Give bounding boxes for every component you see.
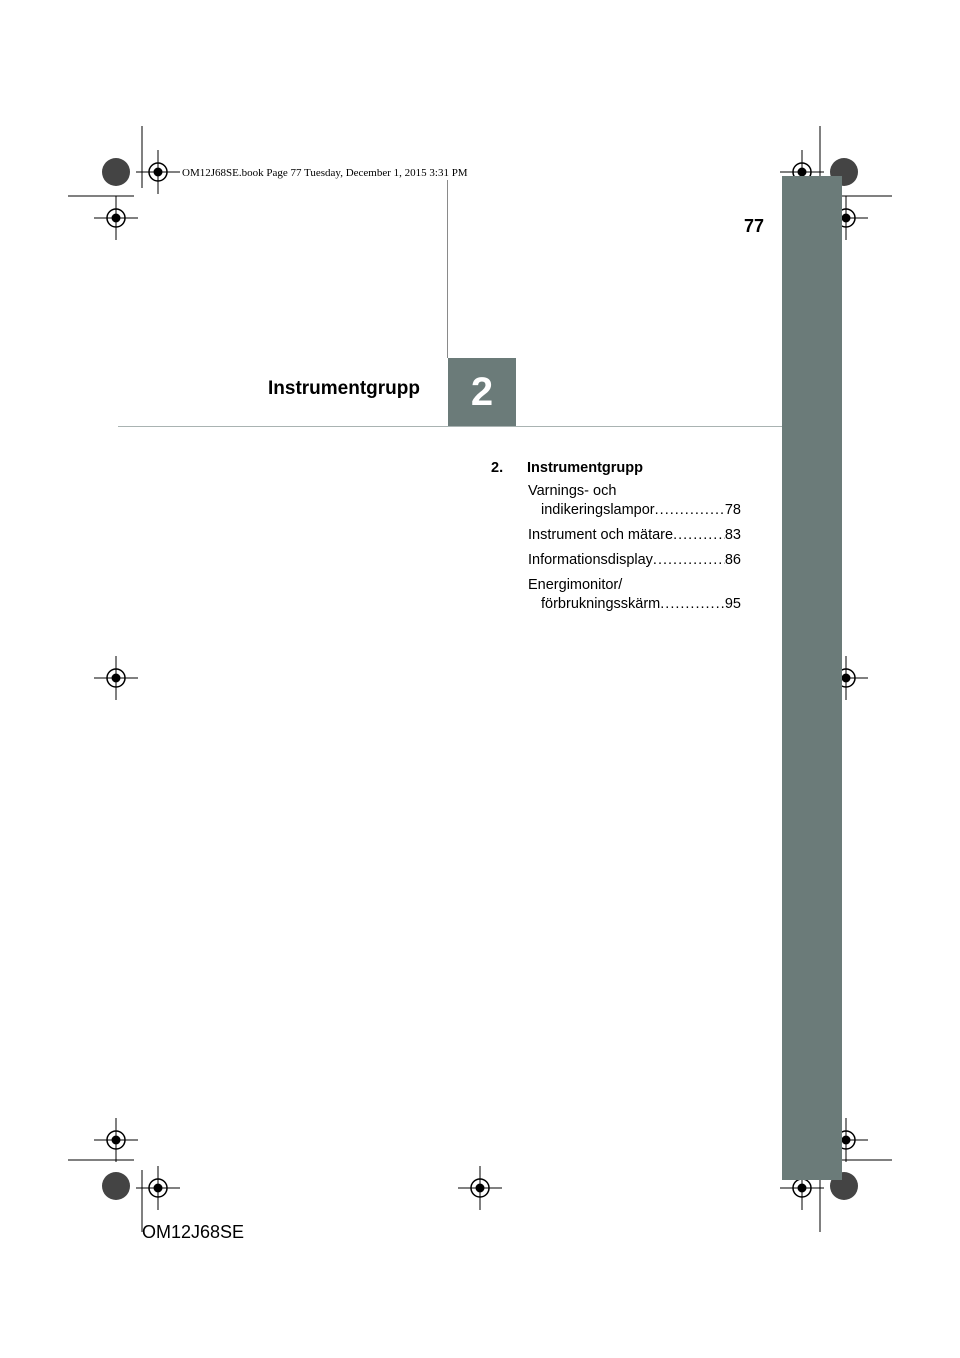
page-number: 77 bbox=[744, 216, 765, 236]
toc-entry-text: förbrukningsskärm bbox=[541, 596, 661, 612]
toc-entry[interactable] bbox=[528, 526, 741, 545]
toc-entry-text: Energimonitor/ bbox=[528, 577, 623, 593]
chapter-side-tab bbox=[782, 176, 842, 1180]
toc-entry-text: indikeringslampor bbox=[541, 502, 655, 518]
toc-section-heading bbox=[491, 460, 741, 476]
footer-code: OM12J68SE bbox=[142, 1222, 245, 1242]
toc-entry-page: 83 bbox=[724, 527, 741, 543]
toc-entry-text: Varnings- och bbox=[528, 483, 617, 499]
toc-entry-page: 86 bbox=[724, 552, 741, 568]
table-of-contents bbox=[491, 460, 741, 620]
toc-section-number: 2. bbox=[491, 460, 504, 476]
toc-entry[interactable] bbox=[528, 551, 741, 570]
toc-entry[interactable] bbox=[528, 482, 741, 520]
toc-entry[interactable] bbox=[528, 576, 741, 614]
toc-section-title: Instrumentgrupp bbox=[527, 460, 643, 476]
starburst-icon bbox=[102, 158, 858, 1200]
toc-leader bbox=[660, 595, 725, 614]
toc-leader bbox=[655, 501, 725, 520]
chapter-rule bbox=[118, 426, 782, 427]
toc-entry-text: Instrument och mätare bbox=[528, 527, 674, 543]
toc-leader bbox=[673, 526, 725, 545]
vertical-divider bbox=[447, 180, 448, 358]
toc-entry-page: 95 bbox=[724, 596, 741, 612]
header-stamp: OM12J68SE.book Page 77 Tuesday, December 1, 2015 3:31 PM bbox=[182, 167, 468, 179]
chapter-title: Instrumentgrupp bbox=[268, 378, 420, 399]
toc-entry-text: Informationsdisplay bbox=[528, 552, 653, 568]
registration-target-icon bbox=[94, 150, 868, 1210]
toc-entry-page: 78 bbox=[724, 502, 741, 518]
toc-leader bbox=[653, 551, 725, 570]
chapter-number: 2 bbox=[448, 358, 516, 426]
